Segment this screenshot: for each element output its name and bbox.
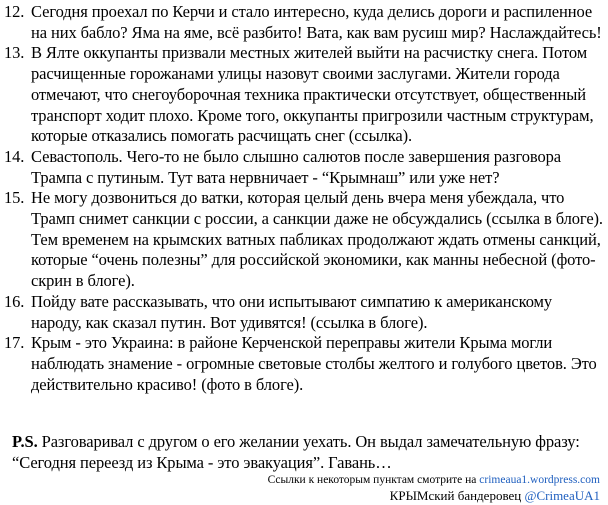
item-text: Не могу дозвониться до ватки, которая целый день вчера меня убеждала, что Трамп снимет санкции с россии, а санкции даже не обсуждались (ссылка в блоге). Тем временем на крымских ватных пабликах продолжают ждать отмены санкций, которые “очень полезны” для российской экономики, как манны небесной (фото-скрин в блоге).: [31, 188, 603, 291]
postscript: [12, 432, 606, 473]
site-link[interactable]: crimeaua1.wordpress.com: [479, 474, 600, 486]
footer-links-note: [268, 473, 600, 487]
news-item-17: [0, 333, 606, 395]
news-item-15: [0, 188, 606, 292]
footer-author: [390, 488, 600, 503]
item-number: 17.: [4, 333, 25, 353]
item-number: 12.: [4, 2, 25, 21]
news-item-14: [0, 147, 606, 188]
item-number: 13.: [4, 43, 25, 63]
author-handle-link[interactable]: @CrimeaUA1: [524, 488, 600, 503]
postscript-text: Разговаривал с другом о его желании уехать. Он выдал замечательную фразу: “Сегодня переезд из Крыма - это эвакуация”. Гавань…: [12, 432, 580, 472]
links-note-text: Ссылки к некоторым пунктам смотрите на: [267, 474, 480, 486]
item-number: 14.: [4, 146, 25, 166]
item-number: 15.: [4, 188, 25, 208]
news-item-12: [0, 2, 606, 43]
item-text: Пойду вате рассказывать, что они испытывают симпатию к американскому народу, как сказал путин. Вот удивятся! (ссылка в блоге).: [31, 291, 553, 332]
item-text: Севастополь. Чего-то не было слышно салютов после завершения разговора Трампа с путиным. Тут вата нервничает - “Крымнаш” или уже нет?: [31, 146, 562, 187]
item-number: 16.: [4, 291, 25, 311]
item-text: Сегодня проехал по Керчи и стало интересно, куда делись дороги и распиленное на них бабло? Яма на яме, всё разбито! Вата, как вам русиш мир? Наслаждайтесь!: [31, 2, 602, 42]
news-list: [0, 2, 606, 395]
item-text: В Ялте оккупанты призвали местных жителей выйти на расчистку снега. Потом расчищенные горожанами улицы назовут своими заслугами. Жители города отмечают, что снегоуборочная техника практически отсутствует, общественный транспорт ходит плохо. Кроме того, оккупанты пригрозили частным структурам, которые отказались помогать расчищать снег (ссылка).: [31, 43, 594, 146]
item-text: Крым - это Украина: в районе Керченской переправы жители Крыма могли наблюдать знамение - огромные световые столбы желтого и голубого цветов. Это действительно красиво! (фото в блоге).: [31, 333, 597, 394]
postscript-label: P.S.: [12, 432, 38, 451]
news-item-16: [0, 292, 606, 333]
author-text: КРЫМский бандеровец: [389, 488, 525, 503]
news-item-13: [0, 43, 606, 147]
